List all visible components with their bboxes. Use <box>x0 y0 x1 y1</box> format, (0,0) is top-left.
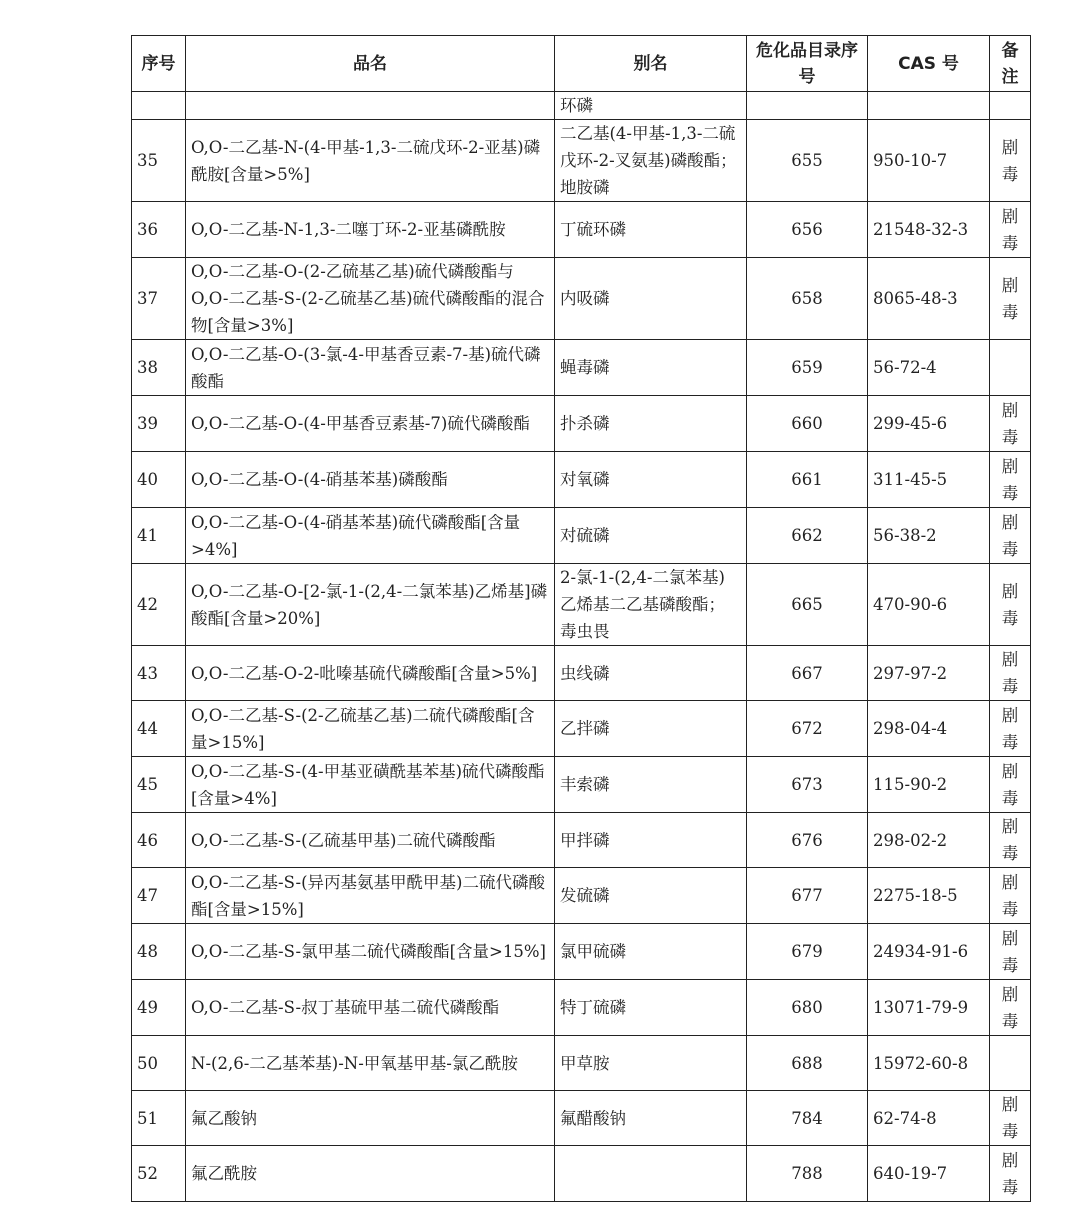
cell-note: 剧毒 <box>990 396 1031 452</box>
cell-alias: 甲草胺 <box>555 1036 747 1091</box>
cell-name: O,O-二乙基-O-(4-甲基香豆素基-7)硫代磷酸酯 <box>186 396 555 452</box>
cell-alias: 发硫磷 <box>555 868 747 924</box>
table-row <box>132 202 1031 258</box>
cell-cas: 15972-60-8 <box>868 1036 990 1091</box>
col-header-alias: 别名 <box>555 36 747 92</box>
cell-index: 45 <box>132 757 186 813</box>
cell-cas: 297-97-2 <box>868 646 990 701</box>
cell-cas: 311-45-5 <box>868 452 990 508</box>
col-header-catalog-number: 危化品目录序号 <box>747 36 868 92</box>
cell-catalog-number: 659 <box>747 340 868 396</box>
cell-index: 41 <box>132 508 186 564</box>
cell-alias <box>555 1146 747 1202</box>
table-row <box>132 646 1031 701</box>
table-row <box>132 258 1031 340</box>
cell-note: 剧毒 <box>990 120 1031 202</box>
cell-catalog-number: 673 <box>747 757 868 813</box>
cell-alias: 蝇毒磷 <box>555 340 747 396</box>
table-row <box>132 452 1031 508</box>
cell-index: 44 <box>132 701 186 757</box>
cell-note: 剧毒 <box>990 868 1031 924</box>
cell-note: 剧毒 <box>990 980 1031 1036</box>
cell-cas: 62-74-8 <box>868 1091 990 1146</box>
cell-name: 氟乙酸钠 <box>186 1091 555 1146</box>
table-row <box>132 1146 1031 1202</box>
cell-catalog-number: 662 <box>747 508 868 564</box>
cell-index: 51 <box>132 1091 186 1146</box>
cell-catalog-number: 672 <box>747 701 868 757</box>
cell-note <box>990 92 1031 120</box>
cell-cas: 2275-18-5 <box>868 868 990 924</box>
cell-catalog-number: 680 <box>747 980 868 1036</box>
cell-name: O,O-二乙基-O-(2-乙硫基乙基)硫代磷酸酯与O,O-二乙基-S-(2-乙硫基乙基)硫代磷酸酯的混合物[含量>3%] <box>186 258 555 340</box>
cell-cas: 298-04-4 <box>868 701 990 757</box>
cell-alias: 2-氯-1-(2,4-二氯苯基)乙烯基二乙基磷酸酯；毒虫畏 <box>555 564 747 646</box>
cell-index <box>132 92 186 120</box>
cell-cas: 470-90-6 <box>868 564 990 646</box>
cell-note <box>990 340 1031 396</box>
cell-cas: 640-19-7 <box>868 1146 990 1202</box>
cell-name: 氟乙酰胺 <box>186 1146 555 1202</box>
cell-note: 剧毒 <box>990 564 1031 646</box>
cell-index: 36 <box>132 202 186 258</box>
table-row <box>132 508 1031 564</box>
cell-note: 剧毒 <box>990 924 1031 980</box>
cell-index: 47 <box>132 868 186 924</box>
cell-alias: 对硫磷 <box>555 508 747 564</box>
table-row <box>132 120 1031 202</box>
cell-index: 43 <box>132 646 186 701</box>
cell-catalog-number: 660 <box>747 396 868 452</box>
cell-name <box>186 92 555 120</box>
cell-cas: 13071-79-9 <box>868 980 990 1036</box>
hazardous-chemicals-table <box>131 35 1031 1202</box>
cell-name: O,O-二乙基-S-(2-乙硫基乙基)二硫代磷酸酯[含量>15%] <box>186 701 555 757</box>
table-row <box>132 1091 1031 1146</box>
cell-catalog-number: 656 <box>747 202 868 258</box>
cell-index: 52 <box>132 1146 186 1202</box>
table-row <box>132 924 1031 980</box>
cell-note: 剧毒 <box>990 813 1031 868</box>
col-header-cas: CAS 号 <box>868 36 990 92</box>
header-row <box>132 36 1031 92</box>
cell-cas: 8065-48-3 <box>868 258 990 340</box>
cell-alias: 对氧磷 <box>555 452 747 508</box>
cell-catalog-number: 784 <box>747 1091 868 1146</box>
cell-catalog-number: 677 <box>747 868 868 924</box>
cell-alias: 特丁硫磷 <box>555 980 747 1036</box>
cell-name: O,O-二乙基-O-[2-氯-1-(2,4-二氯苯基)乙烯基]磷酸酯[含量>20%] <box>186 564 555 646</box>
cell-cas: 24934-91-6 <box>868 924 990 980</box>
cell-cas: 21548-32-3 <box>868 202 990 258</box>
table-row <box>132 92 1031 120</box>
cell-alias: 乙拌磷 <box>555 701 747 757</box>
table-row <box>132 868 1031 924</box>
cell-name: O,O-二乙基-O-(4-硝基苯基)磷酸酯 <box>186 452 555 508</box>
table-row <box>132 396 1031 452</box>
cell-name: O,O-二乙基-S-氯甲基二硫代磷酸酯[含量>15%] <box>186 924 555 980</box>
cell-note: 剧毒 <box>990 757 1031 813</box>
cell-alias: 氟醋酸钠 <box>555 1091 747 1146</box>
table-row <box>132 813 1031 868</box>
cell-catalog-number: 665 <box>747 564 868 646</box>
table-row <box>132 757 1031 813</box>
cell-catalog-number: 667 <box>747 646 868 701</box>
cell-name: O,O-二乙基-O-(3-氯-4-甲基香豆素-7-基)硫代磷酸酯 <box>186 340 555 396</box>
cell-index: 42 <box>132 564 186 646</box>
cell-name: O,O-二乙基-N-1,3-二噻丁环-2-亚基磷酰胺 <box>186 202 555 258</box>
cell-note: 剧毒 <box>990 646 1031 701</box>
cell-cas: 299-45-6 <box>868 396 990 452</box>
cell-name: O,O-二乙基-S-(4-甲基亚磺酰基苯基)硫代磷酸酯[含量>4%] <box>186 757 555 813</box>
cell-note: 剧毒 <box>990 1146 1031 1202</box>
cell-note: 剧毒 <box>990 202 1031 258</box>
cell-index: 46 <box>132 813 186 868</box>
table-row <box>132 340 1031 396</box>
cell-cas: 56-72-4 <box>868 340 990 396</box>
cell-catalog-number: 676 <box>747 813 868 868</box>
cell-alias: 丁硫环磷 <box>555 202 747 258</box>
cell-catalog-number: 688 <box>747 1036 868 1091</box>
cell-catalog-number: 679 <box>747 924 868 980</box>
cell-name: O,O-二乙基-O-2-吡嗪基硫代磷酸酯[含量>5%] <box>186 646 555 701</box>
cell-name: O,O-二乙基-S-(乙硫基甲基)二硫代磷酸酯 <box>186 813 555 868</box>
cell-name: O,O-二乙基-S-叔丁基硫甲基二硫代磷酸酯 <box>186 980 555 1036</box>
cell-index: 50 <box>132 1036 186 1091</box>
cell-alias: 二乙基(4-甲基-1,3-二硫戊环-2-叉氨基)磷酸酯；地胺磷 <box>555 120 747 202</box>
cell-cas <box>868 92 990 120</box>
cell-alias: 环磷 <box>555 92 747 120</box>
cell-cas: 115-90-2 <box>868 757 990 813</box>
table-row <box>132 701 1031 757</box>
cell-name: N-(2,6-二乙基苯基)-N-甲氧基甲基-氯乙酰胺 <box>186 1036 555 1091</box>
cell-catalog-number: 661 <box>747 452 868 508</box>
cell-alias: 氯甲硫磷 <box>555 924 747 980</box>
cell-note: 剧毒 <box>990 1091 1031 1146</box>
cell-note: 剧毒 <box>990 452 1031 508</box>
cell-name: O,O-二乙基-N-(4-甲基-1,3-二硫戊环-2-亚基)磷酰胺[含量>5%] <box>186 120 555 202</box>
table-row <box>132 564 1031 646</box>
cell-alias: 丰索磷 <box>555 757 747 813</box>
cell-name: O,O-二乙基-O-(4-硝基苯基)硫代磷酸酯[含量>4%] <box>186 508 555 564</box>
table-row <box>132 980 1031 1036</box>
col-header-name: 品名 <box>186 36 555 92</box>
cell-catalog-number <box>747 92 868 120</box>
cell-note <box>990 1036 1031 1091</box>
cell-note: 剧毒 <box>990 701 1031 757</box>
cell-catalog-number: 658 <box>747 258 868 340</box>
cell-index: 39 <box>132 396 186 452</box>
cell-cas: 56-38-2 <box>868 508 990 564</box>
table-row <box>132 1036 1031 1091</box>
cell-alias: 扑杀磷 <box>555 396 747 452</box>
cell-index: 35 <box>132 120 186 202</box>
cell-index: 49 <box>132 980 186 1036</box>
cell-index: 38 <box>132 340 186 396</box>
col-header-note: 备注 <box>990 36 1031 92</box>
cell-catalog-number: 655 <box>747 120 868 202</box>
cell-index: 40 <box>132 452 186 508</box>
cell-note: 剧毒 <box>990 508 1031 564</box>
cell-note: 剧毒 <box>990 258 1031 340</box>
cell-index: 37 <box>132 258 186 340</box>
cell-catalog-number: 788 <box>747 1146 868 1202</box>
cell-alias: 甲拌磷 <box>555 813 747 868</box>
cell-alias: 内吸磷 <box>555 258 747 340</box>
cell-cas: 298-02-2 <box>868 813 990 868</box>
table-body <box>132 92 1031 1202</box>
col-header-index: 序号 <box>132 36 186 92</box>
cell-alias: 虫线磷 <box>555 646 747 701</box>
cell-index: 48 <box>132 924 186 980</box>
cell-cas: 950-10-7 <box>868 120 990 202</box>
cell-name: O,O-二乙基-S-(异丙基氨基甲酰甲基)二硫代磷酸酯[含量>15%] <box>186 868 555 924</box>
